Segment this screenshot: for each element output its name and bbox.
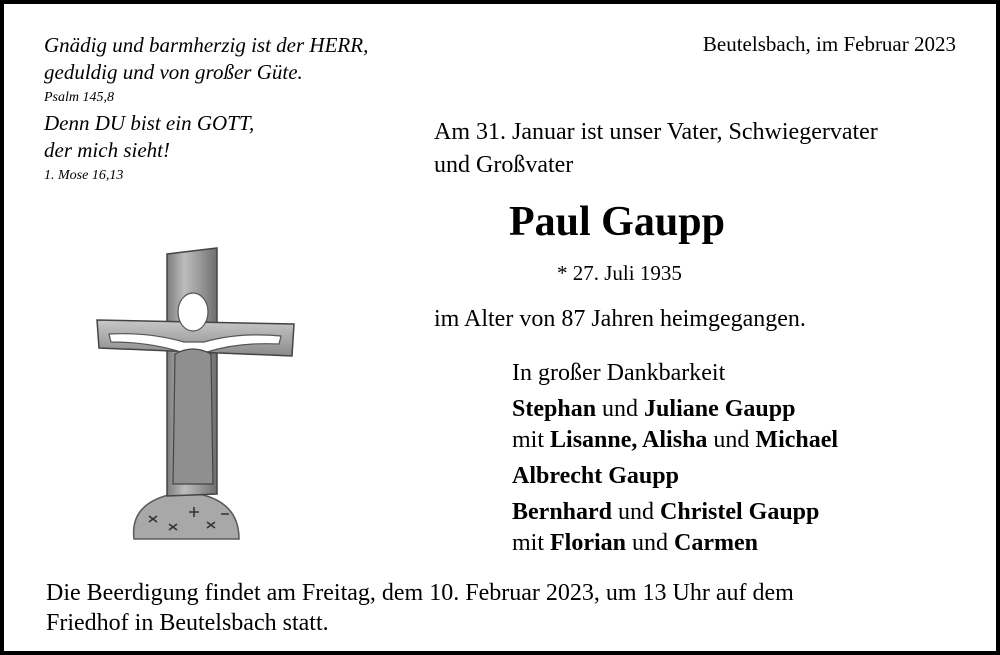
connector: und: [618, 499, 655, 525]
family-entry: [512, 461, 838, 492]
family-name: Bernhard: [512, 499, 613, 525]
family-entry: [512, 528, 838, 559]
connector: und: [713, 427, 750, 453]
verse-reference: Psalm 145,8: [44, 90, 114, 105]
connector: und: [632, 530, 669, 556]
age-statement: im Alter von 87 Jahren heimgegangen.: [434, 306, 806, 332]
funeral-notice: [46, 578, 794, 638]
figure-body: [173, 349, 213, 484]
intro-line: Am 31. Januar ist unser Vater, Schwiegervater: [434, 119, 878, 145]
family-entry: [512, 394, 838, 425]
figure-head-cutout: [178, 293, 208, 331]
intro-line: und Großvater: [434, 152, 574, 178]
family-name: Albrecht Gaupp: [512, 463, 679, 489]
family-name: Stephan: [512, 396, 597, 422]
family-name: Michael: [755, 427, 839, 453]
thanks-line: In großer Dankbarkeit: [512, 360, 726, 386]
family-entry: [512, 425, 838, 456]
deceased-name: Paul Gaupp: [509, 199, 725, 245]
family-name: Juliane Gaupp: [644, 396, 796, 422]
cross-sculpture-image: [89, 244, 299, 544]
birth-date: * 27. Juli 1935: [557, 261, 682, 285]
verse-line: Denn DU bist ein GOTT,: [44, 111, 255, 135]
connector: mit: [512, 530, 545, 556]
funeral-line: Die Beerdigung findet am Freitag, dem 10. Februar 2023, um 13 Uhr auf dem: [46, 580, 794, 606]
place-date: Beutelsbach, im Februar 2023: [702, 32, 956, 56]
funeral-line: Friedhof in Beutelsbach statt.: [46, 610, 329, 636]
verse-line: der mich sieht!: [44, 138, 170, 162]
family-name: Carmen: [674, 530, 758, 556]
verse-line: Gnädig und barmherzig ist der HERR,: [44, 33, 369, 57]
family-list: [512, 358, 838, 559]
bible-verse: [44, 32, 368, 188]
connector: mit: [512, 427, 545, 453]
announcement-intro: [434, 116, 878, 182]
verse-reference: 1. Mose 16,13: [44, 168, 124, 183]
family-name: Lisanne, Alisha: [550, 427, 708, 453]
connector: und: [602, 396, 639, 422]
family-name: Florian: [550, 530, 627, 556]
family-entry: [512, 497, 838, 528]
family-name: Christel Gaupp: [660, 499, 820, 525]
verse-line: geduldig und von großer Güte.: [44, 60, 303, 84]
